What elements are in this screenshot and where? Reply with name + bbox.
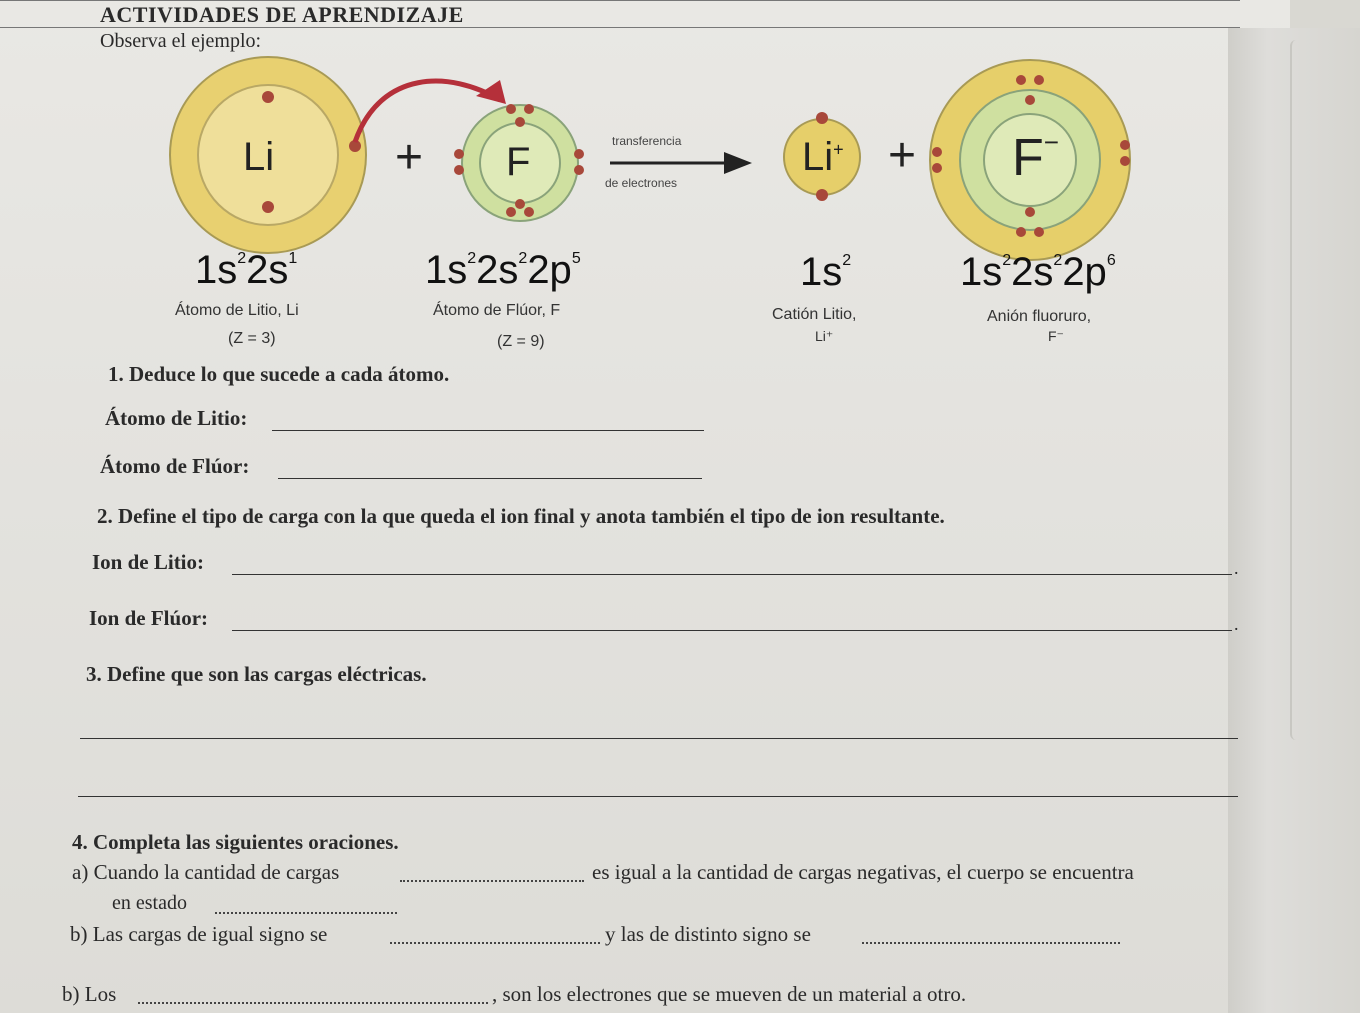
q2-litio-answer-line[interactable] [232, 574, 1232, 575]
ion-transfer-diagram [0, 0, 1360, 380]
q2-fluor-period: . [1234, 614, 1239, 634]
f-config: $1s^22s^22p^5$ [425, 248, 581, 292]
arrow-label-top: transferencia [612, 134, 682, 148]
q4b-mid: y las de distinto signo se [605, 922, 811, 946]
question-2-title: 2. Define el tipo de carga con la que queda el ion final y anota también el tipo de ion resultante. [97, 504, 945, 528]
q1-fluor-answer-line[interactable] [278, 478, 702, 479]
f-ion-symbol: F− [1012, 126, 1059, 187]
li-config: $1s^22s^1$ [195, 248, 298, 292]
q4a-end: es igual a la cantidad de cargas negativas, el cuerpo se encuentra [592, 860, 1134, 884]
q4a-blank-1[interactable] [400, 864, 584, 882]
plus-sign: + [395, 131, 424, 184]
q4b-blank-1[interactable] [390, 926, 600, 944]
q3-answer-line-1[interactable] [80, 738, 1238, 739]
li-ion-formula: Li⁺ [815, 328, 834, 344]
li-z: (Z = 3) [228, 330, 276, 347]
arrow-label-bottom: de electrones [605, 176, 678, 190]
q2-litio-period: . [1234, 558, 1239, 578]
activity-title: ACTIVIDADES DE APRENDIZAJE [100, 2, 464, 27]
plus-sign-2: + [888, 129, 917, 182]
f-z: (Z = 9) [497, 333, 545, 350]
q4c-blank[interactable] [138, 986, 488, 1004]
intro-text: Observa el ejemplo: [100, 30, 262, 52]
q2-fluor-answer-line[interactable] [232, 630, 1232, 631]
q4c-end: , son los electrones que se mueven de un material a otro. [492, 982, 967, 1006]
q4b-start: b) Las cargas de igual signo se [70, 922, 328, 946]
question-4-title: 4. Completa las siguientes oraciones. [72, 830, 399, 854]
f-ion-formula: F⁻ [1048, 328, 1064, 344]
q4a-start: a) Cuando la cantidad de cargas [72, 860, 340, 884]
li-ion-config: $1s^2$ [800, 250, 852, 294]
q3-answer-line-2[interactable] [78, 796, 1238, 797]
q4a-blank-2[interactable] [215, 896, 397, 914]
li-symbol: Li [243, 135, 275, 179]
reaction-arrowhead [724, 152, 752, 174]
q1-fluor-label: Átomo de Flúor: [100, 454, 250, 478]
li-ion-symbol: Li+ [802, 135, 844, 179]
f-symbol: F [506, 140, 531, 184]
q1-litio-label: Átomo de Litio: [105, 406, 248, 430]
li-electron [262, 91, 274, 103]
f-caption: Átomo de Flúor, F [433, 302, 561, 319]
li-caption: Átomo de Litio, Li [175, 302, 299, 319]
li-electron [262, 201, 274, 213]
question-3-title: 3. Define que son las cargas eléctricas. [86, 662, 427, 686]
q4c-start: b) Los [62, 982, 117, 1006]
q1-litio-answer-line[interactable] [272, 430, 704, 431]
q4a-line2: en estado [112, 892, 187, 914]
f-ion-caption: Anión fluoruro, [987, 308, 1092, 325]
li-ion-caption: Catión Litio, [772, 306, 857, 323]
q2-fluor-label: Ion de Flúor: [89, 606, 209, 630]
f-ion-config: $1s^22s^22p^6$ [960, 250, 1116, 294]
q4b-blank-2[interactable] [862, 926, 1120, 944]
q2-litio-label: Ion de Litio: [92, 550, 205, 574]
question-1-title: 1. Deduce lo que sucede a cada átomo. [108, 362, 450, 386]
